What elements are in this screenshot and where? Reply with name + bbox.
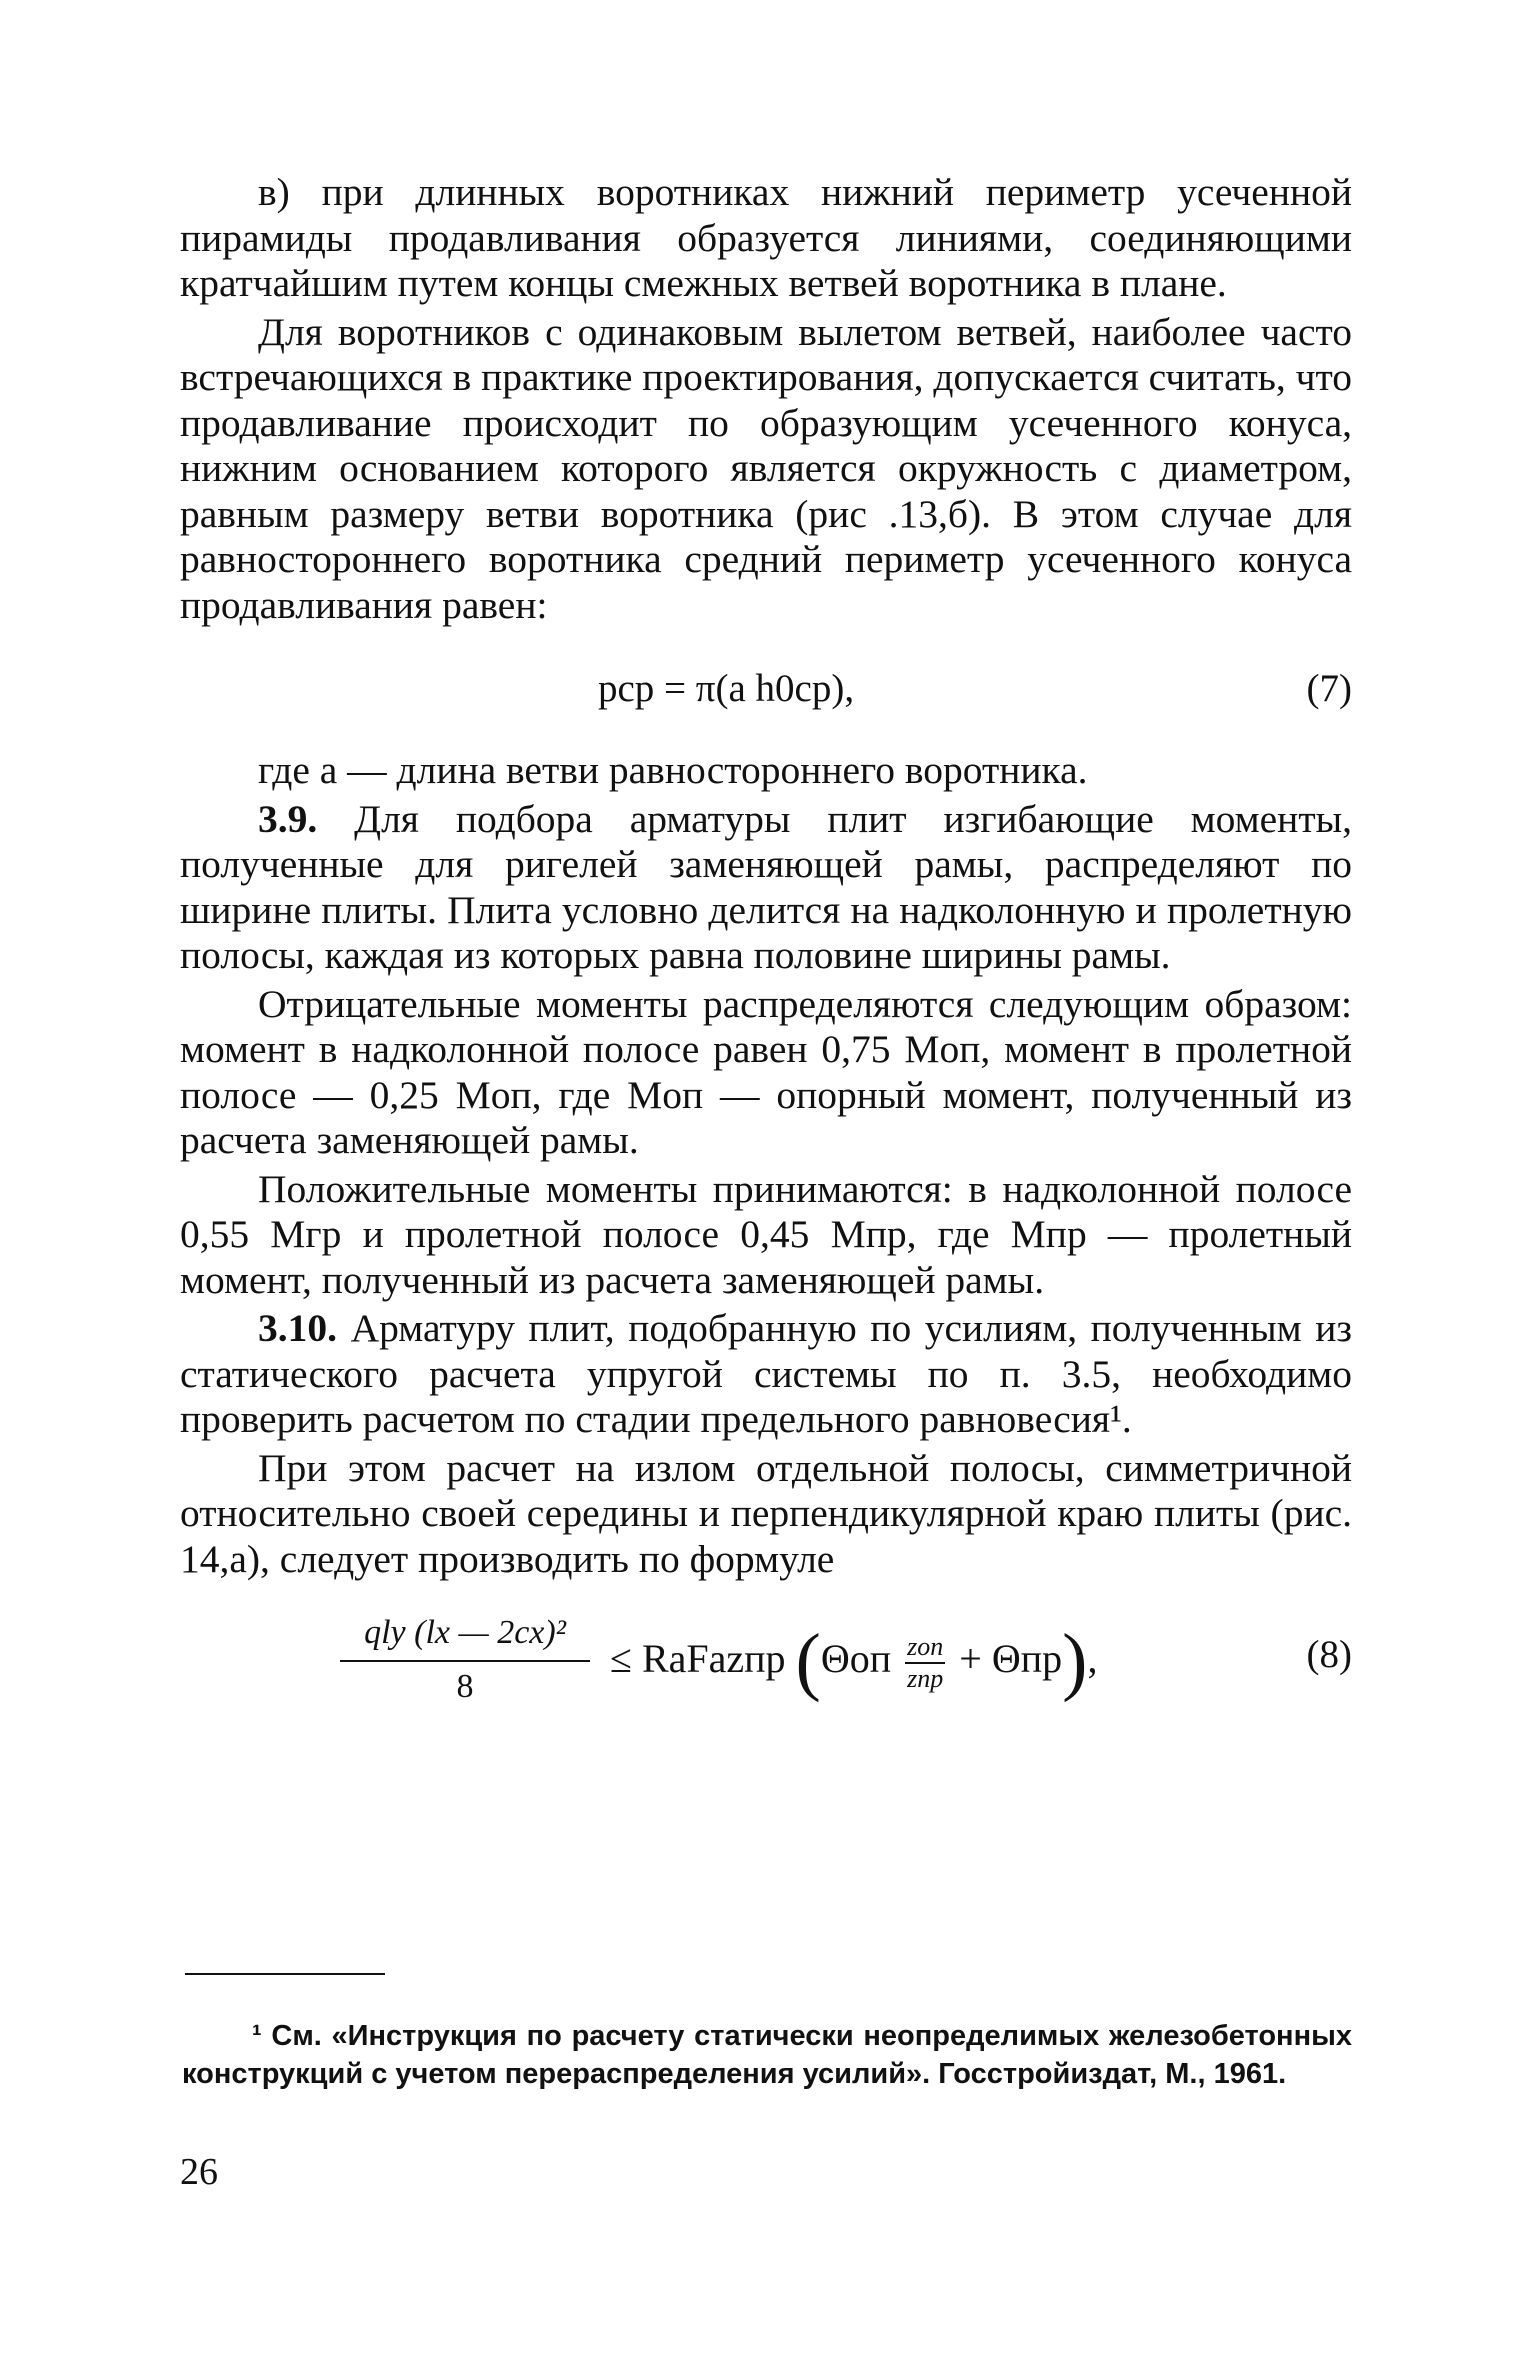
- formula-8-number: (8): [1306, 1633, 1352, 1676]
- formula-8-fraction: [340, 1610, 590, 1709]
- formula-8-plus-theta: + Θпр: [959, 1636, 1063, 1682]
- paragraph-7-text: Арматуру плит, подобранную по усилиям, полученным из статического расчета упругой системы по п. 3.5, необходимо проверить расчетом по стадии предельного равновесия¹.: [180, 1306, 1352, 1441]
- paragraph-4-text: Для подбора арматуры плит изгибающие моменты, полученные для ригелей заменяющей рамы, распределяют по ширине плиты. Плита условно делится на надколонную и пролетную полосы, каждая из которых равна половине ширины рамы.: [180, 796, 1352, 977]
- formula-8: [180, 1604, 1352, 1726]
- inner-fraction-bottom: zпр: [907, 1664, 944, 1693]
- open-paren: (: [795, 1618, 821, 1703]
- paragraph-5: Отрицательные моменты распределяются следующим образом: момент в надколонной полосе равен 0,75 Mоп, момент в пролетной полосе — 0,25 Mоп, где Mоп — опорный момент, полученный из расчета заменяющей рамы.: [180, 981, 1352, 1162]
- formula-8-inner-fraction: [905, 1632, 945, 1694]
- close-paren: ): [1062, 1618, 1088, 1703]
- formula-7-number: (7): [1306, 667, 1352, 710]
- formula-8-rhs: ≤ RaFazпр (Θоп zоп zпр + Θпр),: [610, 1618, 1098, 1703]
- formula-7: [180, 648, 1352, 736]
- paragraph-2: Для воротников с одинаковым вылетом ветвей, наиболее часто встречающихся в практике проектирования, допускается считать, что продавливание происходит по образующим усеченного конуса, нижним основанием которого является окружность с диаметром, равным размеру ветви воротника (рис .13,б). В этом случае для равностороннего воротника средний периметр усеченного конуса продавливания равен:: [180, 309, 1352, 627]
- paragraph-7: [180, 1306, 1352, 1443]
- footnote: ¹ См. «Инструкция по расчету статически неопределимых железобетонных конструкций с учетом перераспределения усилий». Госстройиздат, М., 1961.: [182, 2020, 1352, 2090]
- inner-fraction-top: zоп: [905, 1632, 945, 1664]
- section-number-3-9: 3.9.: [258, 796, 318, 841]
- page-number: 26: [180, 2151, 218, 2193]
- footnote-separator: [185, 1973, 385, 1975]
- formula-8-rhs-left: ≤ RaFazпр: [610, 1636, 786, 1682]
- paragraph-6: Положительные моменты принимаются: в надколонной полосе 0,55 Mгр и пролетной полосе 0,45 Mпр, где Mпр — пролетный момент, полученный из расчета заменяющей рамы.: [180, 1166, 1352, 1302]
- formula-8-theta-op: Θоп: [820, 1636, 892, 1682]
- section-number-3-10: 3.10.: [258, 1306, 337, 1350]
- body-text: [180, 170, 1352, 1734]
- formula-7-expression: pср = π(a h0ср),: [598, 667, 855, 710]
- paragraph-4: [180, 797, 1352, 979]
- paragraph-8: При этом расчет на излом отдельной полосы, симметричной относительно своей середины и перпендикулярной краю плиты (рис. 14,а), следует производить по формуле: [180, 1445, 1352, 1581]
- paragraph-3: где a — длина ветви равностороннего воротника.: [258, 748, 1088, 792]
- formula-8-denominator: 8: [456, 1667, 474, 1705]
- formula-8-numerator: qly (lx — 2cx)²: [340, 1610, 590, 1662]
- paragraph-1: в) при длинных воротниках нижний периметр усеченной пирамиды продавливания образуется линиями, соединяющими кратчайшим путем концы смежных ветвей воротника в плане.: [180, 170, 1352, 305]
